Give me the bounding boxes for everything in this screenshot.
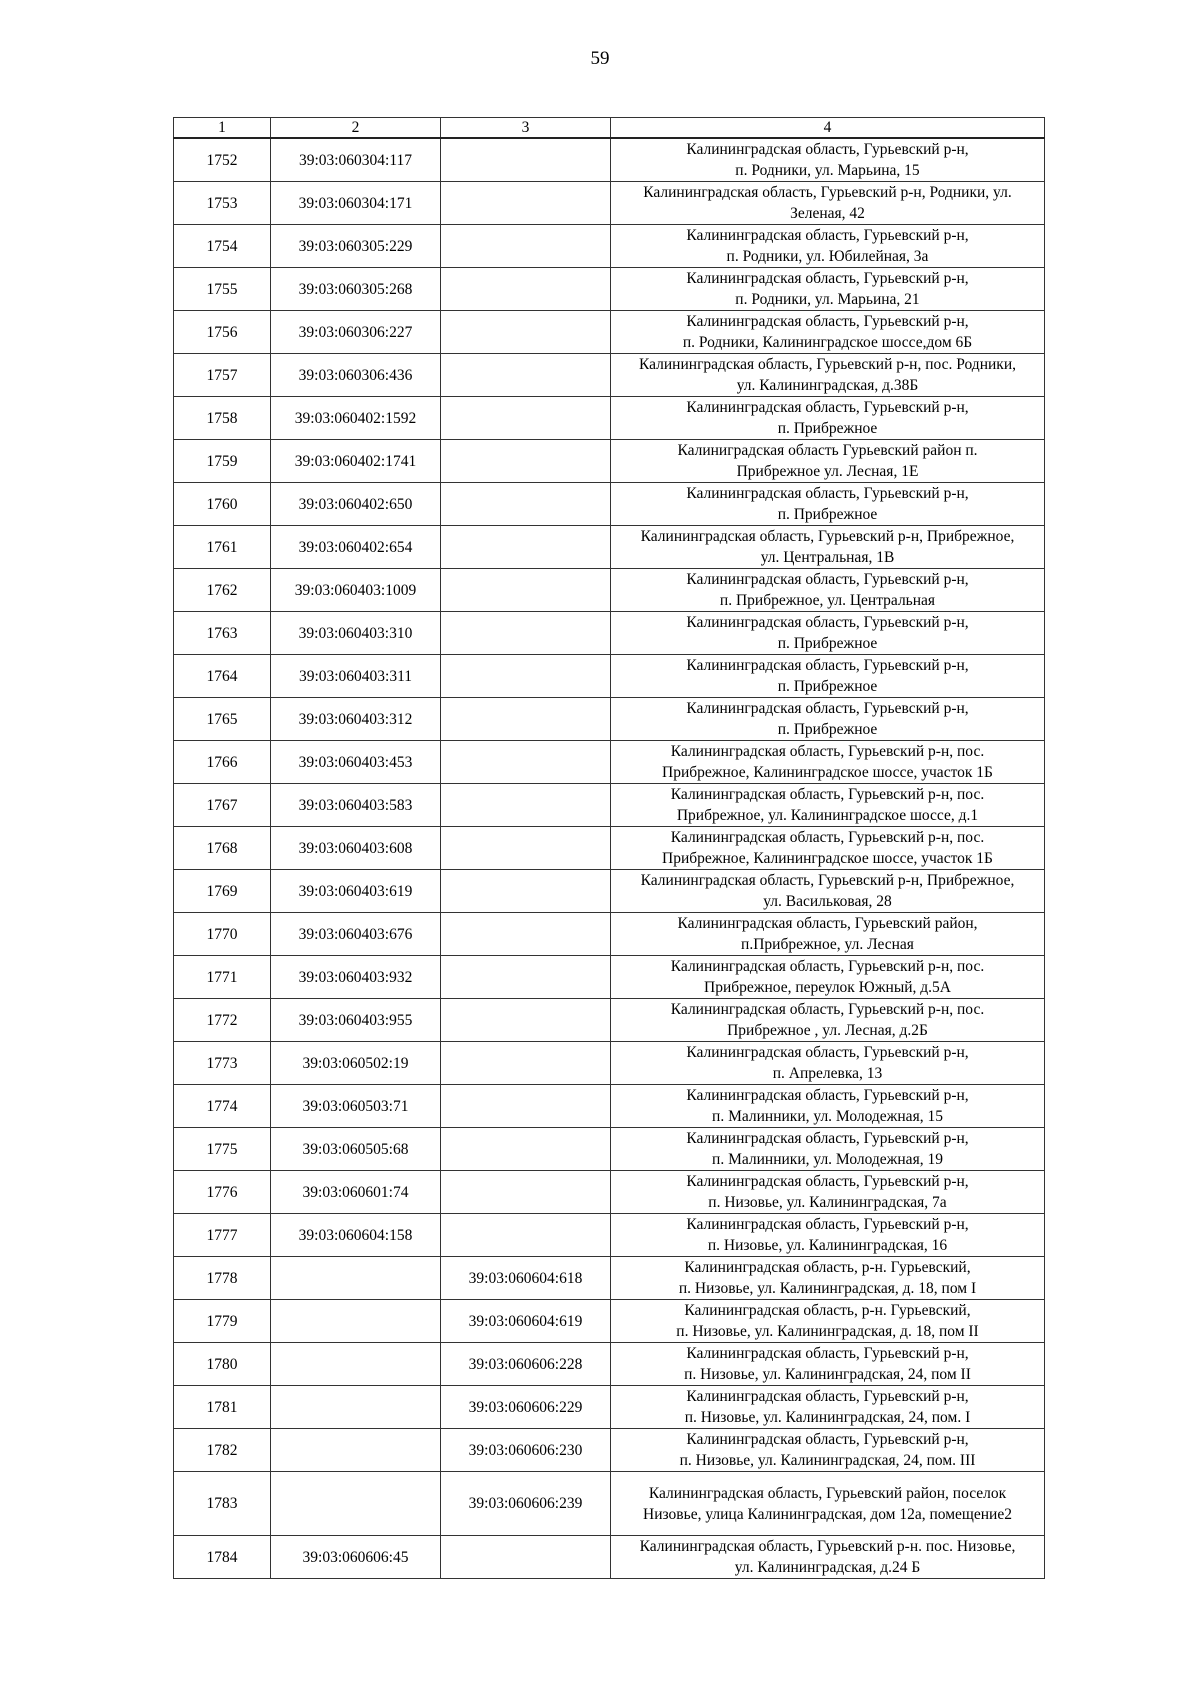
table-row xyxy=(174,655,1045,698)
address-cell: Калининградская область, Гурьевский р-н, п. Низовье, ул. Калининградская, 7а xyxy=(611,1171,1045,1214)
table-row xyxy=(174,1386,1045,1429)
cadastral-number-alt-cell xyxy=(441,397,611,440)
cadastral-number-cell: 39:03:060304:171 xyxy=(271,182,441,225)
table-row xyxy=(174,225,1045,268)
table-row xyxy=(174,1042,1045,1085)
row-number-cell: 1752 xyxy=(174,138,271,182)
row-number-cell: 1762 xyxy=(174,569,271,612)
row-number-cell: 1773 xyxy=(174,1042,271,1085)
cadastral-number-alt-cell: 39:03:060604:619 xyxy=(441,1300,611,1343)
table-row xyxy=(174,138,1045,182)
table-row xyxy=(174,526,1045,569)
cadastral-number-cell: 39:03:060403:955 xyxy=(271,999,441,1042)
address-cell: Калининградская область, Гурьевский р-н, п. Прибрежное xyxy=(611,698,1045,741)
address-cell: Калининградская область, Гурьевский р-н, пос. Прибрежное, ул. Калининградское шоссе, д.1 xyxy=(611,784,1045,827)
cadastral-number-alt-cell xyxy=(441,999,611,1042)
table-row xyxy=(174,1214,1045,1257)
cadastral-number-cell: 39:03:060402:650 xyxy=(271,483,441,526)
address-cell: Калининградская область, Гурьевский р-н, пос. Прибрежное, переулок Южный, д.5А xyxy=(611,956,1045,999)
table-row xyxy=(174,1429,1045,1472)
table-row xyxy=(174,1085,1045,1128)
table-header xyxy=(174,118,1045,139)
row-number-cell: 1778 xyxy=(174,1257,271,1300)
address-cell: Калининградская область, Гурьевский р-н, п. Прибрежное xyxy=(611,655,1045,698)
row-number-cell: 1758 xyxy=(174,397,271,440)
cadastral-number-cell: 39:03:060305:229 xyxy=(271,225,441,268)
address-cell: Калининградская область, Гурьевский р-н, п. Прибрежное, ул. Центральная xyxy=(611,569,1045,612)
address-cell: Калининградская область, Гурьевский р-н, п. Прибрежное xyxy=(611,483,1045,526)
cadastral-number-alt-cell xyxy=(441,1085,611,1128)
row-number-cell: 1761 xyxy=(174,526,271,569)
address-cell: Калининградская область, Гурьевский р-н, п. Прибрежное xyxy=(611,612,1045,655)
cadastral-number-alt-cell xyxy=(441,1171,611,1214)
cadastral-number-alt-cell xyxy=(441,956,611,999)
address-cell: Калининградская область, Гурьевский р-н, п. Низовье, ул. Калининградская, 24, пом II xyxy=(611,1343,1045,1386)
cadastral-number-cell xyxy=(271,1343,441,1386)
cadastral-number-alt-cell xyxy=(441,440,611,483)
table-row xyxy=(174,827,1045,870)
row-number-cell: 1775 xyxy=(174,1128,271,1171)
address-cell: Калининградская область, Гурьевский р-н, пос. Прибрежное, Калининградское шоссе, участок 1Б xyxy=(611,741,1045,784)
cadastral-number-cell: 39:03:060403:310 xyxy=(271,612,441,655)
row-number-cell: 1772 xyxy=(174,999,271,1042)
address-cell: Калининградская область, Гурьевский район, поселок Низовье, улица Калининградская, дом 12а, помещение2 xyxy=(611,1472,1045,1536)
cadastral-number-cell: 39:03:060402:654 xyxy=(271,526,441,569)
row-number-cell: 1766 xyxy=(174,741,271,784)
address-cell: Калининградская область, Гурьевский р-н, п. Родники, Калининградское шоссе,дом 6Б xyxy=(611,311,1045,354)
cadastral-number-alt-cell xyxy=(441,1042,611,1085)
cadastral-number-alt-cell: 39:03:060606:228 xyxy=(441,1343,611,1386)
address-cell: Калининградская область, Гурьевский р-н, п. Низовье, ул. Калининградская, 24, пом. I xyxy=(611,1386,1045,1429)
cadastral-number-cell: 39:03:060306:227 xyxy=(271,311,441,354)
table-body xyxy=(174,138,1045,1579)
address-cell: Калининградская область, Гурьевский р-н, пос. Прибрежное, Калининградское шоссе, участок 1Б xyxy=(611,827,1045,870)
cadastral-number-alt-cell xyxy=(441,138,611,182)
cadastral-number-alt-cell xyxy=(441,268,611,311)
cadastral-number-cell: 39:03:060402:1592 xyxy=(271,397,441,440)
cadastral-number-cell: 39:03:060505:68 xyxy=(271,1128,441,1171)
table-row xyxy=(174,268,1045,311)
cadastral-number-cell xyxy=(271,1472,441,1536)
address-cell: Калининградская область, Гурьевский р-н, пос. Родники, ул. Калининградская, д.38Б xyxy=(611,354,1045,397)
cadastral-number-cell xyxy=(271,1429,441,1472)
row-number-cell: 1783 xyxy=(174,1472,271,1536)
row-number-cell: 1755 xyxy=(174,268,271,311)
cadastral-number-alt-cell: 39:03:060604:618 xyxy=(441,1257,611,1300)
cadastral-number-cell xyxy=(271,1257,441,1300)
address-cell: Калининградская область, Гурьевский р-н, п. Родники, ул. Марьина, 21 xyxy=(611,268,1045,311)
table-row xyxy=(174,569,1045,612)
row-number-cell: 1767 xyxy=(174,784,271,827)
address-cell: Калининградская область, Гурьевский р-н, Прибрежное, ул. Центральная, 1В xyxy=(611,526,1045,569)
cadastral-number-alt-cell xyxy=(441,698,611,741)
table-row xyxy=(174,311,1045,354)
table-row xyxy=(174,612,1045,655)
address-cell: Калининградская область, р-н. Гурьевский, п. Низовье, ул. Калининградская, д. 18, пом II xyxy=(611,1300,1045,1343)
table-row xyxy=(174,1343,1045,1386)
cadastral-number-alt-cell: 39:03:060606:239 xyxy=(441,1472,611,1536)
address-cell: Калининградская область, Гурьевский р-н, п. Родники, ул. Юбилейная, 3а xyxy=(611,225,1045,268)
address-cell: Калининградская область, Гурьевский р-н, Прибрежное, ул. Васильковая, 28 xyxy=(611,870,1045,913)
table-row xyxy=(174,999,1045,1042)
row-number-cell: 1760 xyxy=(174,483,271,526)
cadastral-number-cell: 39:03:060502:19 xyxy=(271,1042,441,1085)
cadastral-number-alt-cell xyxy=(441,655,611,698)
row-number-cell: 1782 xyxy=(174,1429,271,1472)
row-number-cell: 1764 xyxy=(174,655,271,698)
cadastral-number-cell: 39:03:060304:117 xyxy=(271,138,441,182)
cadastral-number-cell: 39:03:060604:158 xyxy=(271,1214,441,1257)
cadastral-number-alt-cell xyxy=(441,870,611,913)
header-col-1: 1 xyxy=(174,118,271,139)
row-number-cell: 1763 xyxy=(174,612,271,655)
table-row xyxy=(174,397,1045,440)
table-row xyxy=(174,913,1045,956)
cadastral-number-alt-cell xyxy=(441,569,611,612)
row-number-cell: 1754 xyxy=(174,225,271,268)
address-cell: Калининградская область, Гурьевский р-н, п. Апрелевка, 13 xyxy=(611,1042,1045,1085)
header-col-3: 3 xyxy=(441,118,611,139)
address-cell: Калининградская область, Гурьевский р-н, п. Прибрежное xyxy=(611,397,1045,440)
row-number-cell: 1769 xyxy=(174,870,271,913)
cadastral-number-alt-cell: 39:03:060606:230 xyxy=(441,1429,611,1472)
header-col-2: 2 xyxy=(271,118,441,139)
cadastral-number-alt-cell xyxy=(441,1128,611,1171)
cadastral-number-alt-cell xyxy=(441,612,611,655)
cadastral-number-cell: 39:03:060403:453 xyxy=(271,741,441,784)
row-number-cell: 1765 xyxy=(174,698,271,741)
cadastral-number-cell: 39:03:060403:583 xyxy=(271,784,441,827)
cadastral-number-cell: 39:03:060306:436 xyxy=(271,354,441,397)
table-row xyxy=(174,784,1045,827)
cadastral-number-cell: 39:03:060606:45 xyxy=(271,1536,441,1579)
address-cell: Калининградская область, Гурьевский р-н, п. Малинники, ул. Молодежная, 15 xyxy=(611,1085,1045,1128)
table-row xyxy=(174,870,1045,913)
row-number-cell: 1770 xyxy=(174,913,271,956)
cadastral-number-alt-cell xyxy=(441,526,611,569)
cadastral-number-cell: 39:03:060305:268 xyxy=(271,268,441,311)
cadastral-number-cell xyxy=(271,1386,441,1429)
table-row xyxy=(174,698,1045,741)
row-number-cell: 1784 xyxy=(174,1536,271,1579)
cadastral-number-alt-cell xyxy=(441,827,611,870)
cadastral-number-alt-cell xyxy=(441,354,611,397)
row-number-cell: 1759 xyxy=(174,440,271,483)
cadastral-number-cell: 39:03:060402:1741 xyxy=(271,440,441,483)
cadastral-number-cell: 39:03:060403:676 xyxy=(271,913,441,956)
address-cell: Калининградская область, Гурьевский р-н, п. Низовье, ул. Калининградская, 24, пом. III xyxy=(611,1429,1045,1472)
cadastral-number-alt-cell xyxy=(441,741,611,784)
address-cell: Калининградская область, Гурьевский р-н, п. Малинники, ул. Молодежная, 19 xyxy=(611,1128,1045,1171)
page-number: 59 xyxy=(590,48,610,69)
row-number-cell: 1768 xyxy=(174,827,271,870)
address-cell: Калининградская область, Гурьевский район, п.Прибрежное, ул. Лесная xyxy=(611,913,1045,956)
cadastral-number-cell: 39:03:060503:71 xyxy=(271,1085,441,1128)
table-row xyxy=(174,1128,1045,1171)
row-number-cell: 1771 xyxy=(174,956,271,999)
row-number-cell: 1780 xyxy=(174,1343,271,1386)
cadastral-number-alt-cell xyxy=(441,311,611,354)
cadastral-number-cell: 39:03:060403:608 xyxy=(271,827,441,870)
row-number-cell: 1777 xyxy=(174,1214,271,1257)
cadastral-number-cell: 39:03:060403:1009 xyxy=(271,569,441,612)
header-col-4: 4 xyxy=(611,118,1045,139)
cadastral-number-alt-cell xyxy=(441,913,611,956)
table-row xyxy=(174,182,1045,225)
cadastral-number-alt-cell xyxy=(441,1536,611,1579)
row-number-cell: 1776 xyxy=(174,1171,271,1214)
table-row xyxy=(174,1171,1045,1214)
registry-table xyxy=(173,117,1045,1579)
cadastral-number-alt-cell xyxy=(441,483,611,526)
cadastral-number-cell: 39:03:060403:932 xyxy=(271,956,441,999)
row-number-cell: 1779 xyxy=(174,1300,271,1343)
table-row xyxy=(174,440,1045,483)
cadastral-number-alt-cell xyxy=(441,1214,611,1257)
cadastral-number-alt-cell xyxy=(441,784,611,827)
address-cell: Калининградская область, Гурьевский р-н, п. Родники, ул. Марьина, 15 xyxy=(611,138,1045,182)
address-cell: Калининградская область, р-н. Гурьевский, п. Низовье, ул. Калининградская, д. 18, пом I xyxy=(611,1257,1045,1300)
table-row xyxy=(174,741,1045,784)
address-cell: Калининградская область, Гурьевский р-н. пос. Низовье, ул. Калининградская, д.24 Б xyxy=(611,1536,1045,1579)
cadastral-number-alt-cell xyxy=(441,182,611,225)
row-number-cell: 1781 xyxy=(174,1386,271,1429)
cadastral-number-cell: 39:03:060601:74 xyxy=(271,1171,441,1214)
cadastral-number-cell: 39:03:060403:312 xyxy=(271,698,441,741)
table-row xyxy=(174,1257,1045,1300)
address-cell: Калининградская область, Гурьевский р-н, п. Низовье, ул. Калининградская, 16 xyxy=(611,1214,1045,1257)
table-row xyxy=(174,1472,1045,1536)
row-number-cell: 1756 xyxy=(174,311,271,354)
table-row xyxy=(174,483,1045,526)
cadastral-number-alt-cell xyxy=(441,225,611,268)
address-cell: Калининградская область, Гурьевский р-н, пос. Прибрежное , ул. Лесная, д.2Б xyxy=(611,999,1045,1042)
table-row xyxy=(174,956,1045,999)
cadastral-number-alt-cell: 39:03:060606:229 xyxy=(441,1386,611,1429)
cadastral-number-cell: 39:03:060403:311 xyxy=(271,655,441,698)
address-cell: Калиниградская область Гурьевский район п. Прибрежное ул. Лесная, 1Е xyxy=(611,440,1045,483)
row-number-cell: 1753 xyxy=(174,182,271,225)
table-row xyxy=(174,1536,1045,1579)
cadastral-number-cell: 39:03:060403:619 xyxy=(271,870,441,913)
table-row xyxy=(174,354,1045,397)
row-number-cell: 1774 xyxy=(174,1085,271,1128)
cadastral-number-cell xyxy=(271,1300,441,1343)
table-row xyxy=(174,1300,1045,1343)
row-number-cell: 1757 xyxy=(174,354,271,397)
address-cell: Калининградская область, Гурьевский р-н, Родники, ул. Зеленая, 42 xyxy=(611,182,1045,225)
